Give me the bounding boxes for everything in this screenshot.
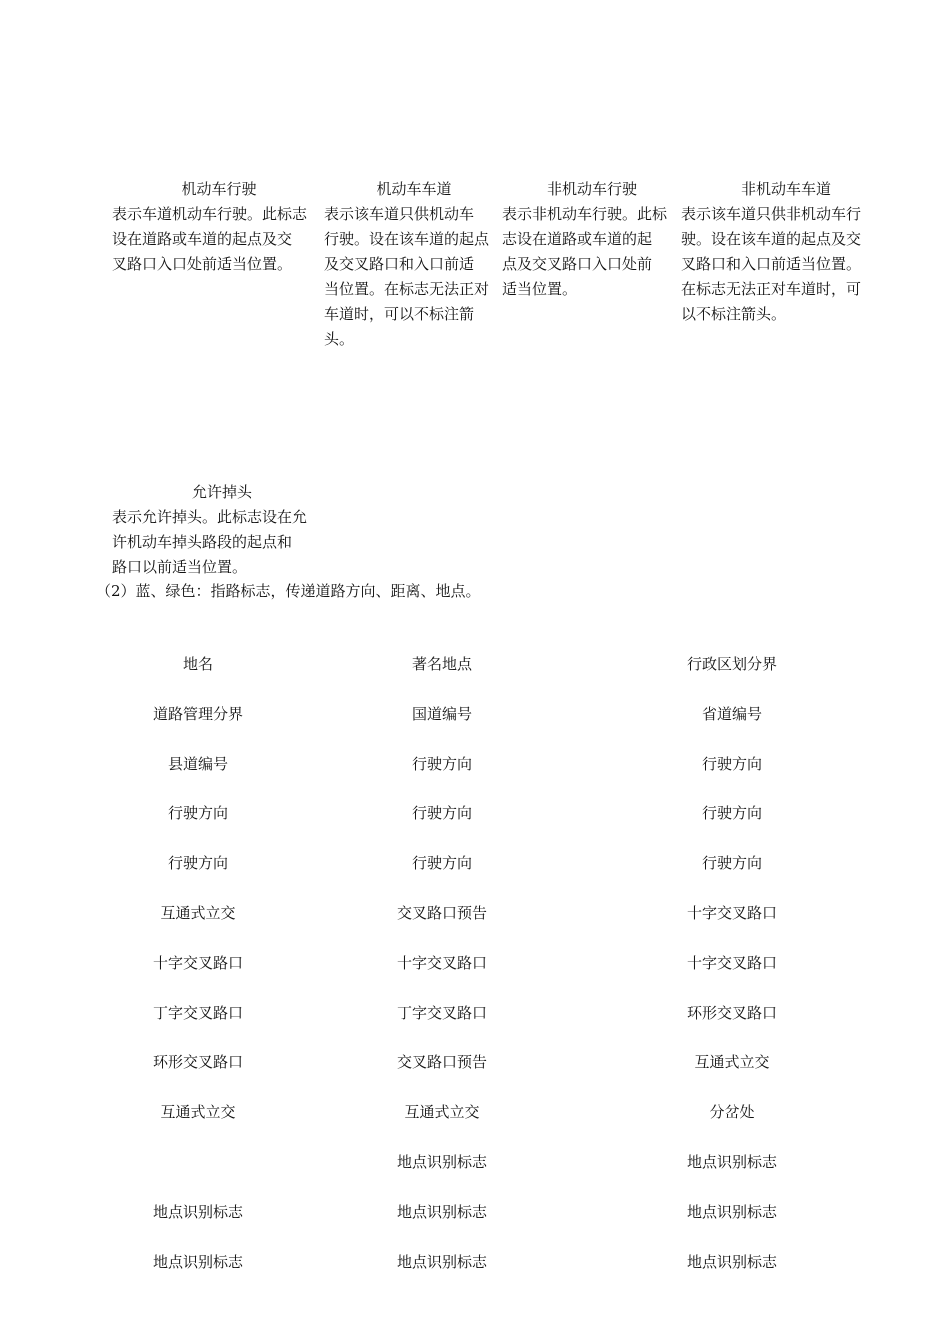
sign-title: 允许掉头 bbox=[191, 483, 252, 501]
guide-sign-caption: 十字交叉路口 bbox=[396, 953, 487, 972]
guide-sign-caption: 地点识别标志 bbox=[686, 1152, 777, 1171]
guide-sign-caption: 交叉路口预告 bbox=[396, 1053, 487, 1072]
guide-sign-caption: 地点识别标志 bbox=[686, 1252, 777, 1271]
sign-description-line: 车道时，可以不标注箭 bbox=[324, 305, 475, 323]
sign-description bbox=[324, 202, 504, 352]
sign-block-motor-vehicle-lane bbox=[324, 177, 504, 352]
sign-description-line: 当位置。在标志无法正对 bbox=[324, 280, 490, 298]
sign-block-u-turn-allowed bbox=[112, 480, 332, 580]
sign-description-line: 表示非机动车行驶。此标 bbox=[502, 205, 668, 223]
guide-sign-caption: 道路管理分界 bbox=[152, 704, 243, 723]
guide-sign-row bbox=[0, 851, 950, 901]
guide-sign-caption: 十字交叉路口 bbox=[152, 953, 243, 972]
guide-sign-caption: 行驶方向 bbox=[411, 804, 472, 823]
sign-description-line: 表示该车道只供机动车 bbox=[324, 205, 475, 223]
guide-sign-grid bbox=[0, 652, 950, 1299]
guide-sign-caption: 地点识别标志 bbox=[686, 1202, 777, 1221]
sign-description bbox=[502, 202, 682, 302]
guide-sign-caption: 省道编号 bbox=[701, 704, 762, 723]
guide-sign-caption: 行驶方向 bbox=[167, 854, 228, 873]
guide-sign-caption: 丁字交叉路口 bbox=[152, 1003, 243, 1022]
guide-sign-caption: 十字交叉路口 bbox=[686, 903, 777, 922]
sign-title: 机动车行驶 bbox=[181, 180, 257, 198]
guide-sign-caption: 互通式立交 bbox=[160, 903, 236, 922]
guide-sign-caption: 地点识别标志 bbox=[396, 1202, 487, 1221]
guide-sign-row bbox=[0, 1100, 950, 1150]
guide-sign-row bbox=[0, 1150, 950, 1200]
guide-sign-caption: 分岔处 bbox=[709, 1103, 755, 1122]
sign-block-non-motor-vehicle-lane bbox=[681, 177, 891, 327]
guide-sign-caption: 行驶方向 bbox=[701, 754, 762, 773]
guide-sign-row bbox=[0, 1050, 950, 1100]
sign-description-line: 行驶。设在该车道的起点 bbox=[324, 230, 490, 248]
guide-sign-caption: 地点识别标志 bbox=[396, 1252, 487, 1271]
sign-description-line: 路口以前适当位置。 bbox=[112, 558, 248, 576]
guide-sign-row bbox=[0, 951, 950, 1001]
guide-sign-row bbox=[0, 1001, 950, 1051]
sign-block-non-motor-vehicle-driving bbox=[502, 177, 682, 302]
sign-block-motor-vehicle-driving bbox=[112, 177, 326, 277]
sign-description-line: 许机动车掉头路段的起点和 bbox=[112, 533, 293, 551]
guide-sign-row bbox=[0, 1250, 950, 1300]
sign-description-line: 表示该车道只供非机动车行 bbox=[681, 205, 862, 223]
sign-description-line: 设在道路或车道的起点及交 bbox=[112, 230, 293, 248]
sign-description-line: 叉路口入口处前适当位置。 bbox=[112, 255, 293, 273]
guide-sign-row bbox=[0, 901, 950, 951]
guide-sign-row bbox=[0, 1200, 950, 1250]
sign-description bbox=[681, 202, 891, 327]
guide-sign-caption: 环形交叉路口 bbox=[152, 1053, 243, 1072]
sign-description-line: 表示车道机动车行驶。此标志 bbox=[112, 205, 308, 223]
sign-description-line: 志设在道路或车道的起 bbox=[502, 230, 653, 248]
guide-sign-caption: 地点识别标志 bbox=[152, 1202, 243, 1221]
sign-title: 非机动车行驶 bbox=[546, 180, 637, 198]
guide-sign-caption: 地点识别标志 bbox=[396, 1152, 487, 1171]
guide-sign-caption: 著名地点 bbox=[411, 655, 472, 673]
sign-description bbox=[112, 505, 332, 580]
guide-sign-caption: 十字交叉路口 bbox=[686, 953, 777, 972]
guide-sign-caption: 行驶方向 bbox=[167, 804, 228, 823]
guide-sign-row bbox=[0, 801, 950, 851]
sign-title: 非机动车车道 bbox=[740, 180, 831, 198]
guide-sign-caption: 地点识别标志 bbox=[152, 1252, 243, 1271]
sign-description-line: 驶。设在该车道的起点及交 bbox=[681, 230, 862, 248]
guide-sign-caption: 国道编号 bbox=[411, 704, 472, 723]
guide-sign-caption: 行驶方向 bbox=[411, 854, 472, 873]
sign-description bbox=[112, 202, 326, 277]
guide-sign-caption: 地名 bbox=[182, 655, 213, 673]
guide-sign-caption: 交叉路口预告 bbox=[396, 903, 487, 922]
guide-sign-caption: 行驶方向 bbox=[411, 754, 472, 773]
guide-sign-row bbox=[0, 752, 950, 802]
sign-description-line: 表示允许掉头。此标志设在允 bbox=[112, 508, 308, 526]
guide-sign-caption: 丁字交叉路口 bbox=[396, 1003, 487, 1022]
sign-description-line: 及交叉路口和入口前适 bbox=[324, 255, 475, 273]
guide-sign-caption: 行驶方向 bbox=[701, 854, 762, 873]
sign-description-line: 以不标注箭头。 bbox=[681, 305, 787, 323]
sign-description-line: 叉路口和入口前适当位置。 bbox=[681, 255, 862, 273]
guide-sign-caption: 县道编号 bbox=[167, 754, 228, 773]
guide-sign-row bbox=[0, 652, 950, 702]
sign-description-line: 点及交叉路口入口处前 bbox=[502, 255, 653, 273]
sign-description-line: 适当位置。 bbox=[502, 280, 578, 298]
guide-sign-caption: 互通式立交 bbox=[694, 1053, 770, 1072]
guide-sign-caption: 行政区划分界 bbox=[686, 655, 777, 673]
section-heading: （2）蓝、绿色：指路标志，传递道路方向、距离、地点。 bbox=[96, 582, 481, 600]
guide-sign-caption: 互通式立交 bbox=[404, 1103, 480, 1122]
guide-sign-row bbox=[0, 702, 950, 752]
guide-sign-caption: 行驶方向 bbox=[701, 804, 762, 823]
sign-title: 机动车车道 bbox=[376, 180, 452, 198]
sign-description-line: 在标志无法正对车道时，可 bbox=[681, 280, 862, 298]
sign-description-line: 头。 bbox=[324, 330, 355, 348]
guide-sign-caption: 互通式立交 bbox=[160, 1103, 236, 1122]
guide-sign-caption: 环形交叉路口 bbox=[686, 1003, 777, 1022]
